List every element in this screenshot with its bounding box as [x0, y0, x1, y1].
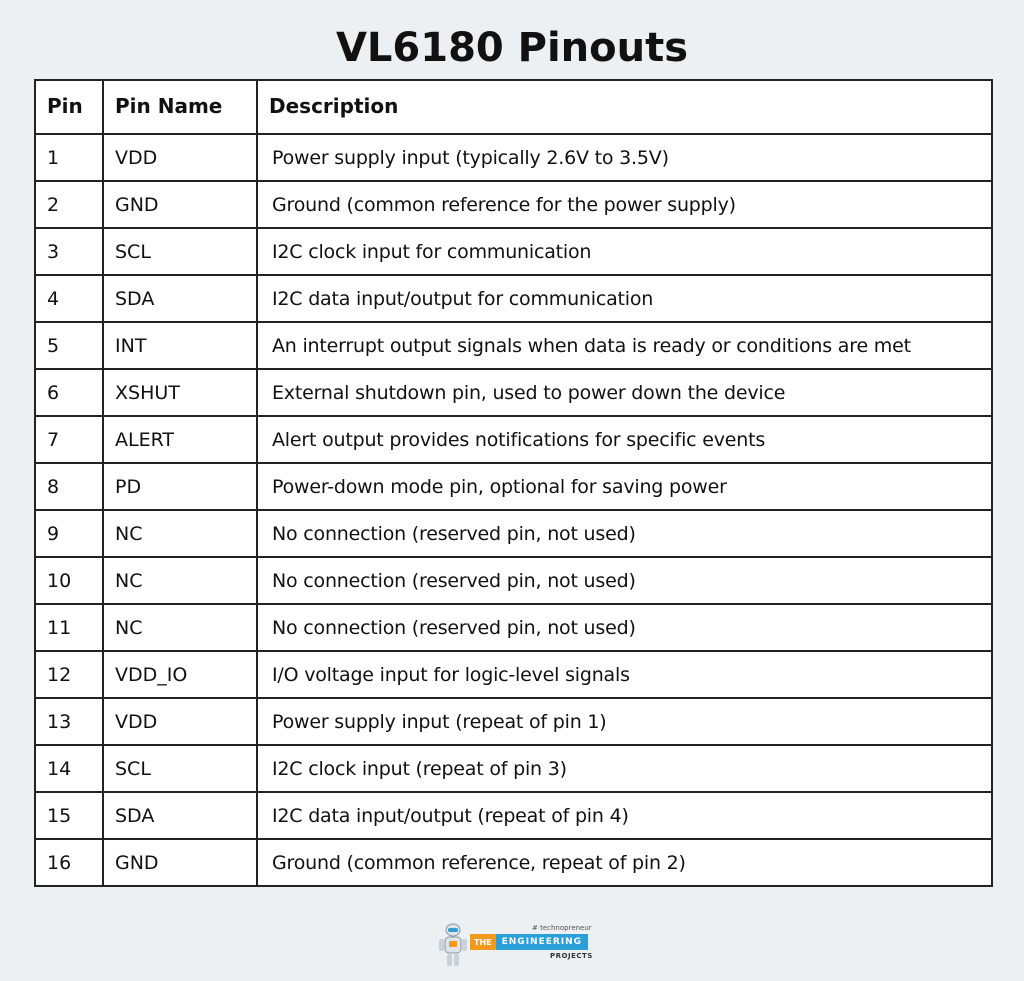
table-row: [35, 416, 992, 463]
table-row: [35, 839, 992, 886]
pin-name-cell: VDD: [103, 134, 257, 181]
pin-number-cell: 13: [35, 698, 103, 745]
header-pin: Pin: [35, 80, 103, 134]
pin-name-cell: ALERT: [103, 416, 257, 463]
table-row: [35, 604, 992, 651]
logo-projects: PROJECTS: [550, 952, 593, 960]
pin-description-cell: Alert output provides notifications for specific events: [257, 416, 992, 463]
pin-name-cell: VDD_IO: [103, 651, 257, 698]
pin-number-cell: 7: [35, 416, 103, 463]
pin-name-cell: INT: [103, 322, 257, 369]
table-header-row: [35, 80, 992, 134]
pin-description-cell: I/O voltage input for logic-level signals: [257, 651, 992, 698]
pin-description-cell: Ground (common reference for the power supply): [257, 181, 992, 228]
logo-engineering: ENGINEERING: [496, 934, 588, 950]
table-row: [35, 745, 992, 792]
pin-description-cell: I2C data input/output for communication: [257, 275, 992, 322]
pin-number-cell: 1: [35, 134, 103, 181]
pin-name-cell: SCL: [103, 745, 257, 792]
header-pin-name: Pin Name: [103, 80, 257, 134]
pin-number-cell: 16: [35, 839, 103, 886]
pin-name-cell: VDD: [103, 698, 257, 745]
pin-number-cell: 4: [35, 275, 103, 322]
pin-number-cell: 2: [35, 181, 103, 228]
page-title: VL6180 Pinouts: [335, 25, 689, 71]
pin-description-cell: I2C clock input (repeat of pin 3): [257, 745, 992, 792]
pin-number-cell: 6: [35, 369, 103, 416]
logo-the: THE: [470, 934, 496, 950]
pin-number-cell: 8: [35, 463, 103, 510]
pin-description-cell: I2C clock input for communication: [257, 228, 992, 275]
pin-number-cell: 5: [35, 322, 103, 369]
pin-description-cell: Ground (common reference, repeat of pin 2): [257, 839, 992, 886]
table-row: [35, 369, 992, 416]
table-row: [35, 698, 992, 745]
pin-description-cell: I2C data input/output (repeat of pin 4): [257, 792, 992, 839]
pin-number-cell: 15: [35, 792, 103, 839]
table-row: [35, 322, 992, 369]
pin-description-cell: Power supply input (typically 2.6V to 3.5V): [257, 134, 992, 181]
pin-description-cell: No connection (reserved pin, not used): [257, 557, 992, 604]
header-description: Description: [257, 80, 992, 134]
logo-hashtag: # technopreneur: [532, 924, 592, 932]
pin-name-cell: SCL: [103, 228, 257, 275]
pin-name-cell: PD: [103, 463, 257, 510]
table-row: [35, 510, 992, 557]
table-row: [35, 792, 992, 839]
pin-name-cell: XSHUT: [103, 369, 257, 416]
pin-number-cell: 10: [35, 557, 103, 604]
pin-number-cell: 11: [35, 604, 103, 651]
pinout-table: [34, 79, 993, 887]
table-row: [35, 275, 992, 322]
pin-number-cell: 14: [35, 745, 103, 792]
pin-name-cell: NC: [103, 510, 257, 557]
table-row: [35, 557, 992, 604]
pin-name-cell: GND: [103, 839, 257, 886]
logo-banner: [470, 934, 588, 950]
table-row: [35, 181, 992, 228]
pin-description-cell: No connection (reserved pin, not used): [257, 604, 992, 651]
engineering-projects-logo: [436, 922, 596, 968]
pin-number-cell: 9: [35, 510, 103, 557]
table-row: [35, 134, 992, 181]
pin-description-cell: Power supply input (repeat of pin 1): [257, 698, 992, 745]
table-row: [35, 651, 992, 698]
pin-description-cell: No connection (reserved pin, not used): [257, 510, 992, 557]
robot-icon: [436, 922, 470, 968]
table-row: [35, 463, 992, 510]
pin-number-cell: 3: [35, 228, 103, 275]
pin-name-cell: SDA: [103, 792, 257, 839]
pin-name-cell: SDA: [103, 275, 257, 322]
table-body: [35, 134, 992, 886]
pin-name-cell: NC: [103, 557, 257, 604]
pin-description-cell: An interrupt output signals when data is ready or conditions are met: [257, 322, 992, 369]
pin-number-cell: 12: [35, 651, 103, 698]
pin-name-cell: NC: [103, 604, 257, 651]
table-row: [35, 228, 992, 275]
pin-description-cell: Power-down mode pin, optional for saving power: [257, 463, 992, 510]
pin-name-cell: GND: [103, 181, 257, 228]
pin-description-cell: External shutdown pin, used to power down the device: [257, 369, 992, 416]
